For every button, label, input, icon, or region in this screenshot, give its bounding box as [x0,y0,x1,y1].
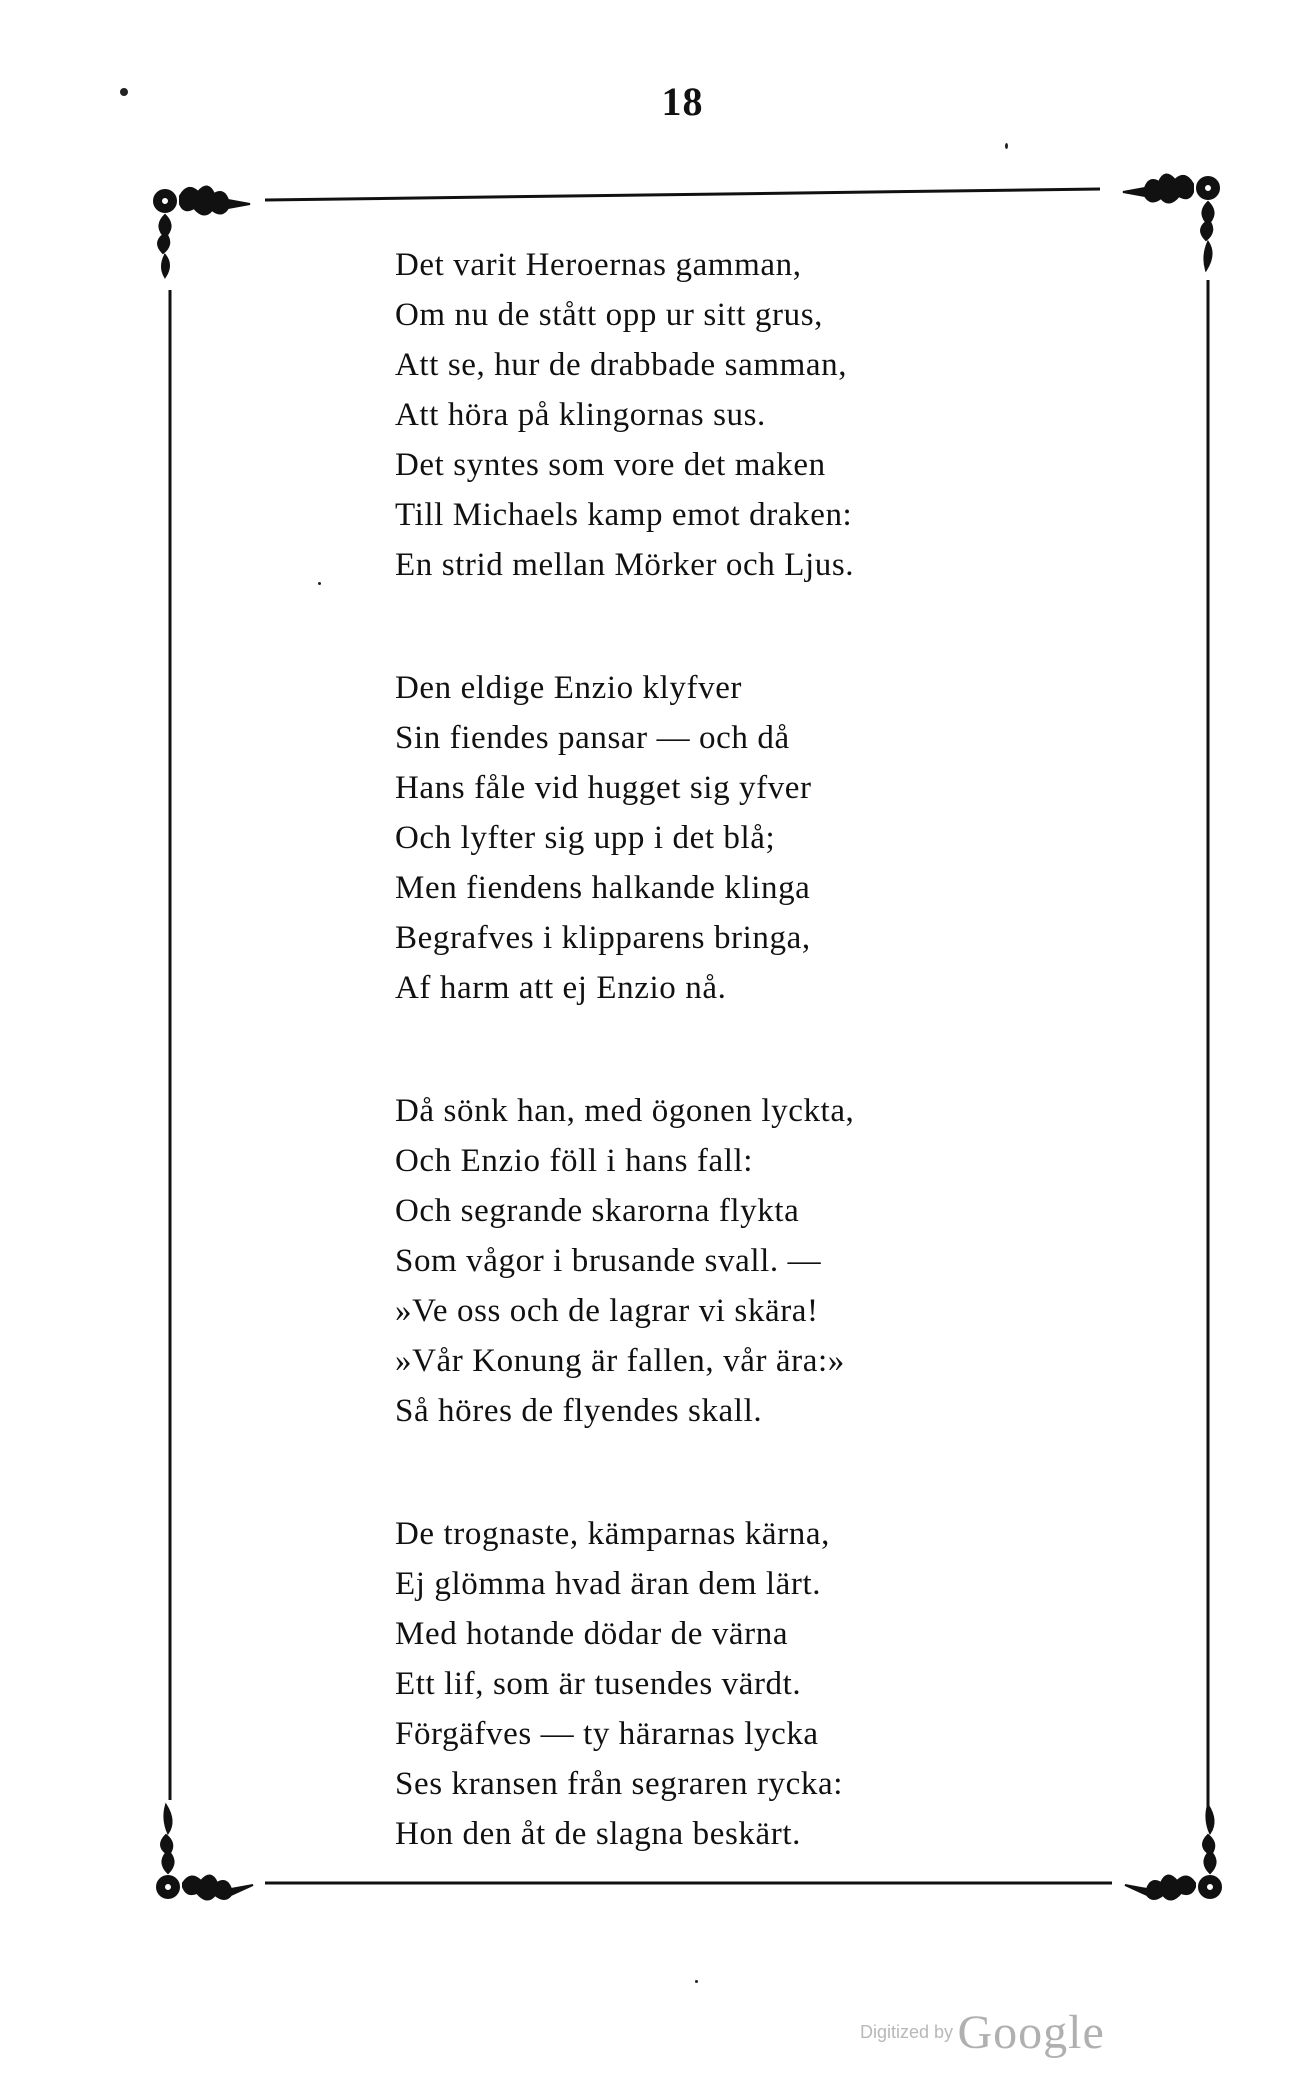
corner-ornament-top-left [154,186,250,277]
poem-line: Och segrande skarorna flykta [395,1193,800,1229]
poem-line: Men fiendens halkande klinga [395,870,811,906]
poem-line: Så höres de flyendes skall. [395,1393,763,1429]
stanza-2 [395,663,1035,1013]
poem-line: Förgäfves — ty härarnas lycka [395,1716,819,1752]
poem-line: Om nu de stått opp ur sitt grus, [395,297,824,333]
corner-ornament-top-right [1123,174,1219,270]
google-logo: Google [957,2006,1105,2059]
poem-line: Då sönk han, med ögonen lyckta, [395,1093,855,1129]
poem-line: Det syntes som vore det maken [395,447,826,483]
stanza-1 [395,240,1035,590]
poem-line: Och lyfter sig upp i det blå; [395,820,776,856]
poem-line: Hans fåle vid hugget sig yfver [395,770,812,806]
poem-line: En strid mellan Mörker och Ljus. [395,547,855,583]
poem-line: Med hotande dödar de värna [395,1616,789,1652]
poem-line: »Vår Konung är fallen, vår ära:» [395,1343,845,1379]
poem-line: Att höra på klingornas sus. [395,397,766,433]
poem-line: Ett lif, som är tusendes värdt. [395,1666,802,1702]
corner-ornament-bottom-left [157,1805,253,1900]
poem-line: Hon den åt de slagna beskärt. [395,1816,801,1852]
stanza-3 [395,1086,1035,1436]
poem-line: Till Michaels kamp emot draken: [395,497,853,533]
poem-line: Det varit Heroernas gamman, [395,247,802,283]
poem-line: Som vågor i brusande svall. — [395,1243,822,1279]
poem-line: Sin fiendes pansar — och då [395,720,790,756]
stanza-4 [395,1509,1035,1859]
poem-line: Af harm att ej Enzio nå. [395,970,727,1006]
poem-line: Ej glömma hvad äran dem lärt. [395,1566,822,1602]
corner-ornament-bottom-right [1125,1805,1221,1900]
digitized-watermark [860,2005,1105,2060]
poem-line: Ses kransen från segraren rycka: [395,1766,844,1802]
digitized-label: Digitized by [860,2022,954,2042]
poem-line: Den eldige Enzio klyfver [395,670,743,706]
page-number: 18 [661,79,704,124]
poem-line: Och Enzio föll i hans fall: [395,1143,754,1179]
poem [395,240,1035,1932]
poem-line: Att se, hur de drabbade samman, [395,347,848,383]
poem-line: De trognaste, kämparnas kärna, [395,1516,830,1552]
poem-line: Begrafves i klipparens bringa, [395,920,811,956]
poem-line: »Ve oss och de lagrar vi skära! [395,1293,819,1329]
